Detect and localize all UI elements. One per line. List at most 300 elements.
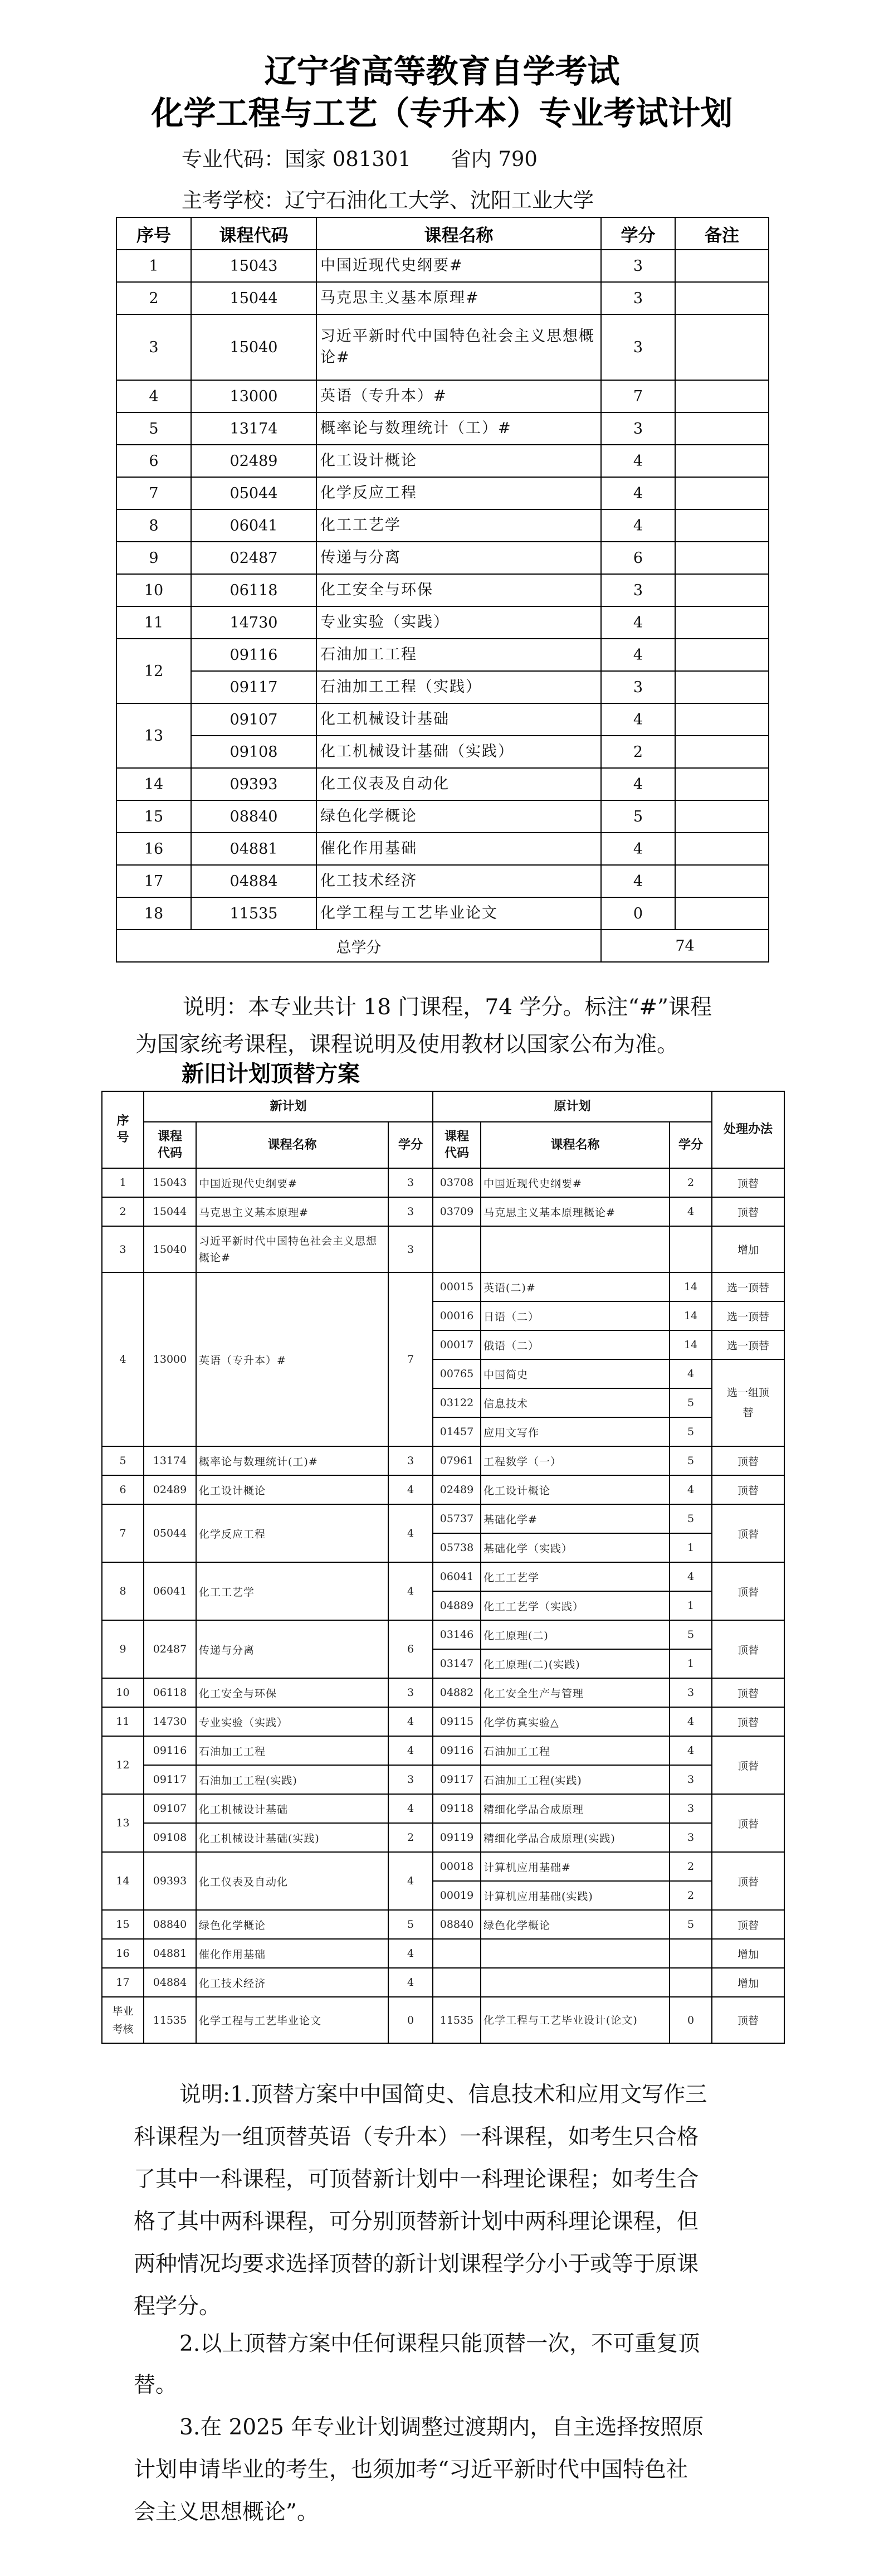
table-row bbox=[102, 1823, 784, 1852]
new-course-name: 化工机械设计基础(实践) bbox=[196, 1823, 388, 1852]
old-course-name: 化工原理(二) bbox=[481, 1620, 670, 1649]
course-name: 概率论与数理统计（工）# bbox=[316, 412, 601, 445]
table-row bbox=[116, 282, 769, 314]
course-code: 05044 bbox=[191, 477, 316, 509]
old-course-credit: 5 bbox=[670, 1388, 712, 1417]
old-course-code: 08840 bbox=[433, 1910, 481, 1939]
row-number: 14 bbox=[116, 768, 191, 800]
action: 选一顶替 bbox=[712, 1330, 784, 1359]
row-number: 17 bbox=[116, 865, 191, 897]
old-course-code: 03147 bbox=[433, 1649, 481, 1678]
old-course-code: 05738 bbox=[433, 1533, 481, 1562]
course-remark bbox=[675, 833, 769, 865]
note3-line: 计划申请毕业的考生，也须加考“习近平新时代中国特色社 bbox=[134, 2457, 688, 2482]
course-credit: 4 bbox=[601, 639, 675, 671]
total-row bbox=[116, 930, 769, 962]
row-number: 1 bbox=[116, 250, 191, 282]
course-remark bbox=[675, 314, 769, 380]
new-course-name: 化工技术经济 bbox=[196, 1968, 388, 1997]
course-code: 14730 bbox=[191, 606, 316, 639]
new-course-credit: 7 bbox=[388, 1272, 433, 1446]
old-course-code: 00017 bbox=[433, 1330, 481, 1359]
course-credit: 7 bbox=[601, 380, 675, 412]
new-course-name: 专业实验（实践） bbox=[196, 1707, 388, 1736]
course-name: 专业实验（实践） bbox=[316, 606, 601, 639]
row-number: 3 bbox=[116, 314, 191, 380]
new-course-code: 09393 bbox=[144, 1852, 196, 1910]
action: 顶替 bbox=[712, 1446, 784, 1475]
course-remark bbox=[675, 865, 769, 897]
row-number: 11 bbox=[102, 1707, 144, 1736]
course-credit: 4 bbox=[601, 833, 675, 865]
document-title-line2: 化学工程与工艺（专升本）专业考试计划 bbox=[151, 94, 733, 132]
note3-line: 会主义思想概论”。 bbox=[134, 2500, 319, 2525]
table-row bbox=[102, 1168, 784, 1197]
new-course-credit: 4 bbox=[388, 1794, 433, 1823]
course-name: 化学反应工程 bbox=[316, 477, 601, 509]
table-row bbox=[116, 542, 769, 574]
course-code: 15044 bbox=[191, 282, 316, 314]
row-number: 6 bbox=[116, 445, 191, 477]
old-course-code: 00016 bbox=[433, 1301, 481, 1330]
col-header-old-code: 课程代码 bbox=[433, 1122, 481, 1168]
table-row bbox=[116, 314, 769, 380]
row-number: 3 bbox=[102, 1226, 144, 1272]
course-code: 15043 bbox=[191, 250, 316, 282]
action: 顶替 bbox=[712, 1852, 784, 1910]
replacement-table bbox=[101, 1091, 785, 2044]
action: 顶替 bbox=[712, 1707, 784, 1736]
table-row bbox=[102, 1272, 784, 1301]
row-number: 17 bbox=[102, 1968, 144, 1997]
new-course-code: 05044 bbox=[144, 1504, 196, 1562]
table-row bbox=[116, 865, 769, 897]
table-row bbox=[102, 1736, 784, 1765]
row-number: 12 bbox=[102, 1736, 144, 1794]
old-course-code: 07961 bbox=[433, 1446, 481, 1475]
old-course-code: 09117 bbox=[433, 1765, 481, 1794]
new-course-code: 09107 bbox=[144, 1794, 196, 1823]
course-remark bbox=[675, 509, 769, 542]
course-name: 石油加工工程（实践） bbox=[316, 671, 601, 703]
old-course-code bbox=[433, 1939, 481, 1968]
new-course-code: 09108 bbox=[144, 1823, 196, 1852]
new-course-credit: 4 bbox=[388, 1939, 433, 1968]
old-course-name: 信息技术 bbox=[481, 1388, 670, 1417]
table-row bbox=[116, 897, 769, 930]
old-course-code: 01457 bbox=[433, 1417, 481, 1446]
old-course-code: 09115 bbox=[433, 1707, 481, 1736]
new-course-code: 09116 bbox=[144, 1736, 196, 1765]
old-course-credit: 5 bbox=[670, 1910, 712, 1939]
course-remark bbox=[675, 800, 769, 833]
table-row bbox=[102, 1446, 784, 1475]
new-course-credit: 3 bbox=[388, 1678, 433, 1707]
course-code: 04884 bbox=[191, 865, 316, 897]
table-row bbox=[102, 1997, 784, 2043]
new-course-code: 15040 bbox=[144, 1226, 196, 1272]
new-course-name: 化工安全与环保 bbox=[196, 1678, 388, 1707]
old-course-credit: 5 bbox=[670, 1504, 712, 1533]
old-course-name bbox=[481, 1968, 670, 1997]
old-course-name: 英语(二)# bbox=[481, 1272, 670, 1301]
course-code: 09117 bbox=[191, 671, 316, 703]
old-course-name: 化学仿真实验△ bbox=[481, 1707, 670, 1736]
table-row bbox=[116, 736, 769, 768]
course-credit: 3 bbox=[601, 250, 675, 282]
col-header-new-code: 课程代码 bbox=[144, 1122, 196, 1168]
old-course-credit: 4 bbox=[670, 1736, 712, 1765]
old-course-credit: 3 bbox=[670, 1823, 712, 1852]
course-remark bbox=[675, 736, 769, 768]
action: 顶替 bbox=[712, 1562, 784, 1620]
old-course-code: 03146 bbox=[433, 1620, 481, 1649]
exam-plan-table bbox=[116, 217, 769, 963]
course-name: 化工工艺学 bbox=[316, 509, 601, 542]
table-row bbox=[102, 1707, 784, 1736]
course-credit: 4 bbox=[601, 477, 675, 509]
new-course-name: 化工设计概论 bbox=[196, 1475, 388, 1504]
course-credit: 3 bbox=[601, 314, 675, 380]
major-code: 专业代码：国家 081301 省内 790 bbox=[182, 147, 538, 171]
course-remark bbox=[675, 768, 769, 800]
note1-line: 格了其中两科课程，可分别顶替新计划中两科理论课程，但 bbox=[134, 2209, 699, 2234]
action: 顶替 bbox=[712, 1678, 784, 1707]
course-code: 06041 bbox=[191, 509, 316, 542]
course-code: 13000 bbox=[191, 380, 316, 412]
old-course-credit: 4 bbox=[670, 1562, 712, 1591]
old-course-code: 05737 bbox=[433, 1504, 481, 1533]
course-name: 化工机械设计基础 bbox=[316, 703, 601, 736]
course-code: 09116 bbox=[191, 639, 316, 671]
course-name: 化学工程与工艺毕业论文 bbox=[316, 897, 601, 930]
old-course-code: 09119 bbox=[433, 1823, 481, 1852]
note1-line: 两种情况均要求选择顶替的新计划课程学分小于或等于原课 bbox=[134, 2252, 699, 2277]
old-course-credit: 4 bbox=[670, 1359, 712, 1388]
new-course-credit: 4 bbox=[388, 1475, 433, 1504]
row-number: 7 bbox=[116, 477, 191, 509]
course-remark bbox=[675, 606, 769, 639]
table-row bbox=[102, 1197, 784, 1226]
row-number: 14 bbox=[102, 1852, 144, 1910]
row-number: 5 bbox=[102, 1446, 144, 1475]
table-row bbox=[102, 1794, 784, 1823]
course-code: 09393 bbox=[191, 768, 316, 800]
old-course-name bbox=[481, 1226, 670, 1272]
col-header-credit: 学分 bbox=[601, 217, 675, 250]
row-number: 8 bbox=[116, 509, 191, 542]
new-course-name: 概率论与数理统计(工)# bbox=[196, 1446, 388, 1475]
old-course-credit: 3 bbox=[670, 1794, 712, 1823]
col-header-old-plan: 原计划 bbox=[433, 1091, 712, 1122]
new-course-name: 化工工艺学 bbox=[196, 1562, 388, 1620]
course-name: 石油加工工程 bbox=[316, 639, 601, 671]
course-remark bbox=[675, 477, 769, 509]
old-course-credit: 14 bbox=[670, 1301, 712, 1330]
new-course-credit: 6 bbox=[388, 1620, 433, 1678]
new-course-credit: 2 bbox=[388, 1823, 433, 1852]
old-course-code: 03709 bbox=[433, 1197, 481, 1226]
old-course-credit: 14 bbox=[670, 1330, 712, 1359]
table-header-row bbox=[102, 1091, 784, 1122]
col-header-old-name: 课程名称 bbox=[481, 1122, 670, 1168]
new-course-code: 15043 bbox=[144, 1168, 196, 1197]
course-remark bbox=[675, 250, 769, 282]
row-number: 4 bbox=[116, 380, 191, 412]
old-course-credit: 1 bbox=[670, 1591, 712, 1620]
old-course-code: 11535 bbox=[433, 1997, 481, 2043]
table-row bbox=[116, 833, 769, 865]
row-number: 18 bbox=[116, 897, 191, 930]
course-code: 04881 bbox=[191, 833, 316, 865]
old-course-name: 精细化学品合成原理(实践) bbox=[481, 1823, 670, 1852]
table-row bbox=[116, 703, 769, 736]
old-course-code: 00019 bbox=[433, 1881, 481, 1910]
course-code: 09108 bbox=[191, 736, 316, 768]
table-row bbox=[102, 1765, 784, 1794]
group-action: 选一组顶替 bbox=[712, 1359, 784, 1446]
new-course-name: 化学工程与工艺毕业论文 bbox=[196, 1997, 388, 2043]
new-course-credit: 4 bbox=[388, 1736, 433, 1765]
course-credit: 4 bbox=[601, 768, 675, 800]
new-course-name: 石油加工工程(实践) bbox=[196, 1765, 388, 1794]
old-course-credit: 2 bbox=[670, 1168, 712, 1197]
new-course-code: 15044 bbox=[144, 1197, 196, 1226]
course-remark bbox=[675, 574, 769, 606]
new-course-name: 绿色化学概论 bbox=[196, 1910, 388, 1939]
row-number: 5 bbox=[116, 412, 191, 445]
old-course-credit: 5 bbox=[670, 1417, 712, 1446]
course-code: 09107 bbox=[191, 703, 316, 736]
old-course-code: 06041 bbox=[433, 1562, 481, 1591]
table-row bbox=[116, 574, 769, 606]
course-credit: 3 bbox=[601, 412, 675, 445]
old-course-code: 00018 bbox=[433, 1852, 481, 1881]
old-course-name: 计算机应用基础(实践) bbox=[481, 1881, 670, 1910]
action: 顶替 bbox=[712, 1794, 784, 1852]
new-course-code: 14730 bbox=[144, 1707, 196, 1736]
course-credit: 6 bbox=[601, 542, 675, 574]
old-course-name: 石油加工工程(实践) bbox=[481, 1765, 670, 1794]
new-course-credit: 3 bbox=[388, 1168, 433, 1197]
new-course-code: 08840 bbox=[144, 1910, 196, 1939]
table-row bbox=[102, 1226, 784, 1272]
table-row bbox=[102, 1562, 784, 1591]
new-course-code: 04881 bbox=[144, 1939, 196, 1968]
course-name: 英语（专升本）# bbox=[316, 380, 601, 412]
old-course-credit: 0 bbox=[670, 1997, 712, 2043]
note1-line: 了其中一科课程，可顶替新计划中一科理论课程；如考生合 bbox=[134, 2167, 699, 2192]
action: 顶替 bbox=[712, 1910, 784, 1939]
note1-line: 程学分。 bbox=[134, 2294, 221, 2319]
new-course-name: 石油加工工程 bbox=[196, 1736, 388, 1765]
old-course-credit bbox=[670, 1968, 712, 1997]
action: 顶替 bbox=[712, 1197, 784, 1226]
old-course-credit: 14 bbox=[670, 1272, 712, 1301]
table-row bbox=[116, 800, 769, 833]
old-course-code: 00765 bbox=[433, 1359, 481, 1388]
table-row bbox=[102, 1620, 784, 1649]
course-credit: 4 bbox=[601, 703, 675, 736]
course-remark bbox=[675, 445, 769, 477]
note1-line: 科课程为一组顶替英语（专升本）一科课程，如考生只合格 bbox=[134, 2125, 699, 2150]
course-name: 中国近现代史纲要# bbox=[316, 250, 601, 282]
note2-line: 替。 bbox=[134, 2373, 178, 2398]
old-course-name: 化工原理(二)(实践) bbox=[481, 1649, 670, 1678]
col-header-code: 课程代码 bbox=[191, 217, 316, 250]
new-course-credit: 0 bbox=[388, 1997, 433, 2043]
row-number: 16 bbox=[102, 1939, 144, 1968]
new-course-code: 02487 bbox=[144, 1620, 196, 1678]
row-number: 13 bbox=[116, 703, 191, 768]
table-row bbox=[102, 1939, 784, 1968]
old-course-code: 03122 bbox=[433, 1388, 481, 1417]
old-course-code: 04882 bbox=[433, 1678, 481, 1707]
old-course-credit bbox=[670, 1226, 712, 1272]
course-name: 化工设计概论 bbox=[316, 445, 601, 477]
new-course-name: 化工机械设计基础 bbox=[196, 1794, 388, 1823]
action: 增加 bbox=[712, 1939, 784, 1968]
course-credit: 4 bbox=[601, 509, 675, 542]
old-course-credit: 2 bbox=[670, 1881, 712, 1910]
old-course-name: 化工工艺学（实践） bbox=[481, 1591, 670, 1620]
old-course-code: 04889 bbox=[433, 1591, 481, 1620]
old-course-name: 化工安全生产与管理 bbox=[481, 1678, 670, 1707]
table-row bbox=[102, 1475, 784, 1504]
old-course-code: 03708 bbox=[433, 1168, 481, 1197]
old-course-credit: 1 bbox=[670, 1649, 712, 1678]
table-row bbox=[102, 1678, 784, 1707]
course-code: 15040 bbox=[191, 314, 316, 380]
new-course-name: 化工仪表及自动化 bbox=[196, 1852, 388, 1910]
row-number: 11 bbox=[116, 606, 191, 639]
total-credits-value: 74 bbox=[601, 930, 769, 962]
replacement-section-title: 新旧计划顶替方案 bbox=[182, 1061, 360, 1087]
course-credit: 4 bbox=[601, 865, 675, 897]
col-header-no: 序号 bbox=[102, 1091, 144, 1168]
old-course-credit: 1 bbox=[670, 1533, 712, 1562]
table-row bbox=[116, 477, 769, 509]
course-name: 催化作用基础 bbox=[316, 833, 601, 865]
new-course-code: 09117 bbox=[144, 1765, 196, 1794]
course-remark bbox=[675, 412, 769, 445]
old-course-name: 石油加工工程 bbox=[481, 1736, 670, 1765]
course-credit: 5 bbox=[601, 800, 675, 833]
document-title-line1: 辽宁省高等教育自学考试 bbox=[264, 52, 620, 90]
course-code: 02487 bbox=[191, 542, 316, 574]
course-name: 化工机械设计基础（实践） bbox=[316, 736, 601, 768]
old-course-credit: 3 bbox=[670, 1765, 712, 1794]
course-name: 绿色化学概论 bbox=[316, 800, 601, 833]
old-course-code: 09116 bbox=[433, 1736, 481, 1765]
new-course-credit: 4 bbox=[388, 1852, 433, 1910]
new-course-credit: 3 bbox=[388, 1446, 433, 1475]
table-row bbox=[116, 671, 769, 703]
course-code: 08840 bbox=[191, 800, 316, 833]
row-number: 7 bbox=[102, 1504, 144, 1562]
col-header-name: 课程名称 bbox=[316, 217, 601, 250]
old-course-code: 00015 bbox=[433, 1272, 481, 1301]
old-course-code bbox=[433, 1226, 481, 1272]
old-course-name: 俄语（二） bbox=[481, 1330, 670, 1359]
course-credit: 0 bbox=[601, 897, 675, 930]
course-credit: 3 bbox=[601, 282, 675, 314]
table-row bbox=[116, 639, 769, 671]
row-number: 15 bbox=[102, 1910, 144, 1939]
new-course-credit: 5 bbox=[388, 1910, 433, 1939]
course-name: 马克思主义基本原理# bbox=[316, 282, 601, 314]
old-course-name: 中国近现代史纲要# bbox=[481, 1168, 670, 1197]
old-course-name: 精细化学品合成原理 bbox=[481, 1794, 670, 1823]
course-remark bbox=[675, 897, 769, 930]
table-row bbox=[116, 768, 769, 800]
old-course-code bbox=[433, 1968, 481, 1997]
course-code: 13174 bbox=[191, 412, 316, 445]
table-row bbox=[102, 1852, 784, 1881]
row-number: 10 bbox=[116, 574, 191, 606]
new-course-name: 英语（专升本）# bbox=[196, 1272, 388, 1446]
action: 顶替 bbox=[712, 1168, 784, 1197]
new-course-credit: 4 bbox=[388, 1504, 433, 1562]
row-number: 2 bbox=[102, 1197, 144, 1226]
old-course-name: 工程数学（一） bbox=[481, 1446, 670, 1475]
action: 顶替 bbox=[712, 1475, 784, 1504]
row-number: 10 bbox=[102, 1678, 144, 1707]
old-course-credit: 3 bbox=[670, 1678, 712, 1707]
action: 增加 bbox=[712, 1968, 784, 1997]
new-course-name: 催化作用基础 bbox=[196, 1939, 388, 1968]
new-course-credit: 4 bbox=[388, 1562, 433, 1620]
course-credit: 4 bbox=[601, 445, 675, 477]
course-credit: 2 bbox=[601, 736, 675, 768]
table-row bbox=[116, 445, 769, 477]
old-course-credit: 5 bbox=[670, 1620, 712, 1649]
course-code: 02489 bbox=[191, 445, 316, 477]
new-course-name: 习近平新时代中国特色社会主义思想概论# bbox=[196, 1226, 388, 1272]
row-number: 9 bbox=[116, 542, 191, 574]
col-header-new-credit: 学分 bbox=[388, 1122, 433, 1168]
old-course-name: 化学工程与工艺毕业设计(论文) bbox=[481, 1997, 670, 2043]
new-course-credit: 3 bbox=[388, 1197, 433, 1226]
old-course-name: 马克思主义基本原理概论# bbox=[481, 1197, 670, 1226]
old-course-name bbox=[481, 1939, 670, 1968]
old-course-name: 基础化学# bbox=[481, 1504, 670, 1533]
new-course-name: 马克思主义基本原理# bbox=[196, 1197, 388, 1226]
new-course-credit: 3 bbox=[388, 1765, 433, 1794]
course-name: 习近平新时代中国特色社会主义思想概论# bbox=[316, 314, 601, 380]
table-row bbox=[102, 1910, 784, 1939]
old-course-credit: 4 bbox=[670, 1197, 712, 1226]
row-number: 6 bbox=[102, 1475, 144, 1504]
course-credit: 3 bbox=[601, 574, 675, 606]
new-course-code: 13174 bbox=[144, 1446, 196, 1475]
action: 顶替 bbox=[712, 1997, 784, 2043]
old-course-name: 中国简史 bbox=[481, 1359, 670, 1388]
row-number: 8 bbox=[102, 1562, 144, 1620]
plan-note-line2: 为国家统考课程，课程说明及使用教材以国家公布为准。 bbox=[135, 1032, 679, 1057]
col-header-no: 序号 bbox=[116, 217, 191, 250]
old-course-name: 绿色化学概论 bbox=[481, 1910, 670, 1939]
action: 顶替 bbox=[712, 1736, 784, 1794]
old-course-credit: 4 bbox=[670, 1475, 712, 1504]
course-code: 11535 bbox=[191, 897, 316, 930]
course-remark bbox=[675, 671, 769, 703]
row-number: 13 bbox=[102, 1794, 144, 1852]
old-course-name: 日语（二） bbox=[481, 1301, 670, 1330]
new-course-name: 传递与分离 bbox=[196, 1620, 388, 1678]
new-course-credit: 4 bbox=[388, 1968, 433, 1997]
row-number: 15 bbox=[116, 800, 191, 833]
